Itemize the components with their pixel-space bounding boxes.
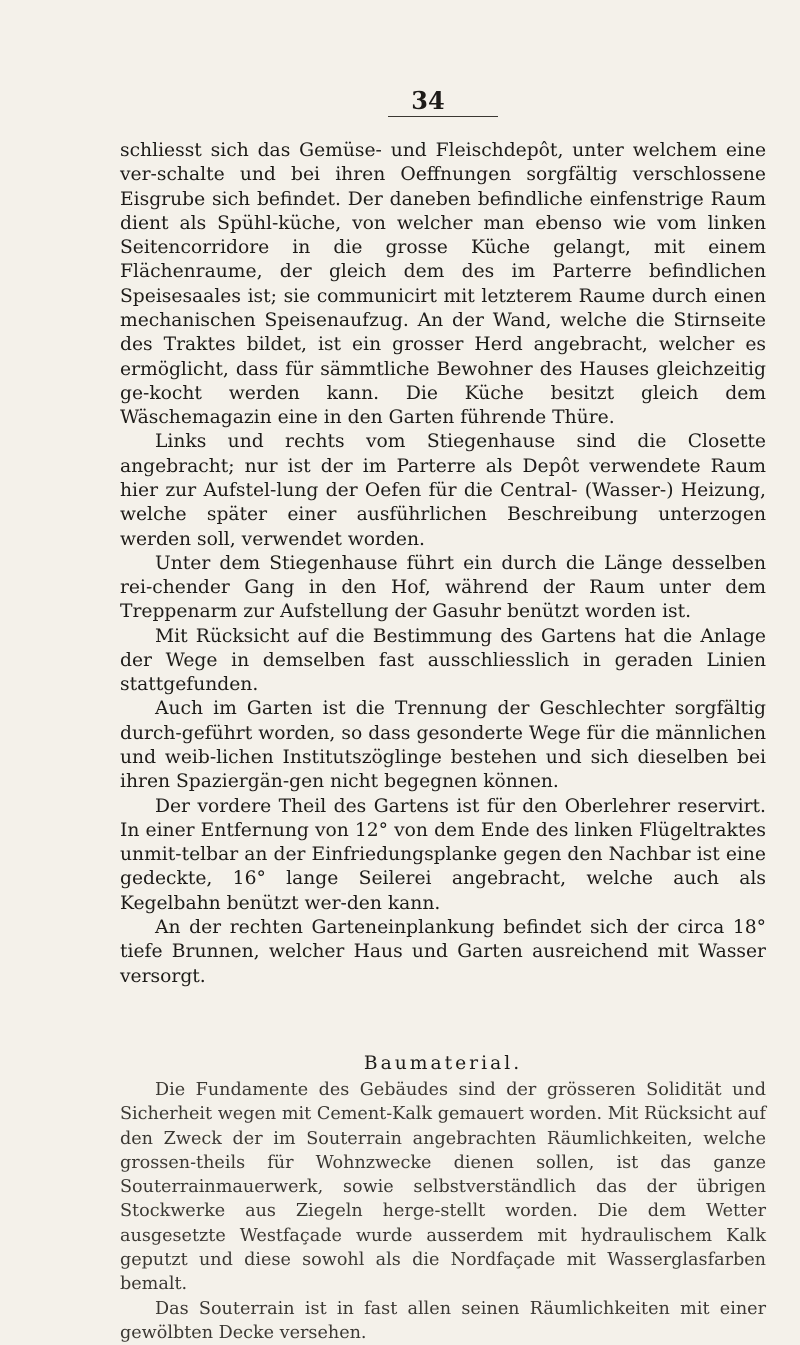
page-number: 34 — [411, 86, 445, 115]
paragraph: Der vordere Theil des Gartens ist für den Oberlehrer reservirt. In einer Entfernung von 12° von dem Ende des linken Flügeltraktes unmit-telbar an der Einfriedungsplanke gegen den Nachbar ist eine gedeckte, 16° lange Seilerei angebracht, welche auch als Kegelbahn benützt wer-den kann. — [120, 795, 766, 914]
page-number-rule — [388, 116, 498, 117]
section-text — [120, 1078, 766, 1345]
paragraph: Mit Rücksicht auf die Bestimmung des Gartens hat die Anlage der Wege in demselben fast ausschliesslich in geraden Linien stattgefunden. — [120, 625, 766, 696]
paragraph: Die Fundamente des Gebäudes sind der grösseren Solidität und Sicherheit wegen mit Cement-Kalk gemauert worden. Mit Rücksicht auf den Zweck der im Souterrain angebrachten Räumlichkeiten, welche grossen-theils für Wohnzwecke dienen sollen, ist das ganze Souterrainmauerwerk, sowie selbstverständlich das der übrigen Stockwerke aus Ziegeln herge-stellt worden. Die dem Wetter ausgesetzte Westfaçade wurde ausserdem mit hydraulischem Kalk geputzt und diese sowohl als die Nordfaçade mit Wasserglasfarben bemalt. — [120, 1080, 766, 1295]
paragraph: schliesst sich das Gemüse- und Fleischdepôt, unter welchem eine ver-schalte und bei ihren Oeffnungen sorgfältig verschlossene Eisgrube sich befindet. Der daneben befindliche einfenstrige Raum dient als Spühl-küche, von welcher man ebenso wie vom linken Seitencorridore in die grosse Küche gelangt, mit einem Flächenraume, der gleich dem des im Parterre befindlichen Speisesaales ist; sie communicirt mit letzterem Raume durch einen mechanischen Speisenaufzug. An der Wand, welche die Stirnseite des Traktes bildet, ist ein grosser Herd angebracht, welcher es ermöglicht, dass für sämmtliche Bewohner des Hauses gleichzeitig ge-kocht werden kann. Die Küche besitzt gleich dem Wäschemagazin eine in den Garten führende Thüre. — [120, 140, 766, 429]
paragraph: Auch im Garten ist die Trennung der Geschlechter sorgfältig durch-geführt worden, so dass gesonderte Wege für die männlichen und weib-lichen Institutszöglinge bestehen und sich dieselben bei ihren Spaziergän-gen nicht begegnen können. — [120, 698, 766, 793]
paragraph: Links und rechts vom Stiegenhause sind die Closette angebracht; nur ist der im Parterre als Depôt verwendete Raum hier zur Aufstel-lung der Oefen für die Central- (Wasser-) Heizung, welche später einer ausführlichen Beschreibung unterzogen werden soll, verwendet worden. — [120, 431, 766, 550]
main-text — [120, 139, 766, 989]
paragraph: Das Souterrain ist in fast allen seinen Räumlichkeiten mit einer gewölbten Decke versehen. — [120, 1298, 766, 1343]
section-heading: Baumaterial. — [363, 1053, 523, 1074]
paragraph: Unter dem Stiegenhause führt ein durch die Länge desselben rei-chender Gang in den Hof, während der Raum unter dem Treppenarm zur Aufstellung der Gasuhr benützt worden ist. — [120, 552, 766, 623]
paragraph: An der rechten Garteneinplankung befindet sich der circa 18° tiefe Brunnen, welcher Haus und Garten ausreichend mit Wasser versorgt. — [120, 917, 766, 987]
